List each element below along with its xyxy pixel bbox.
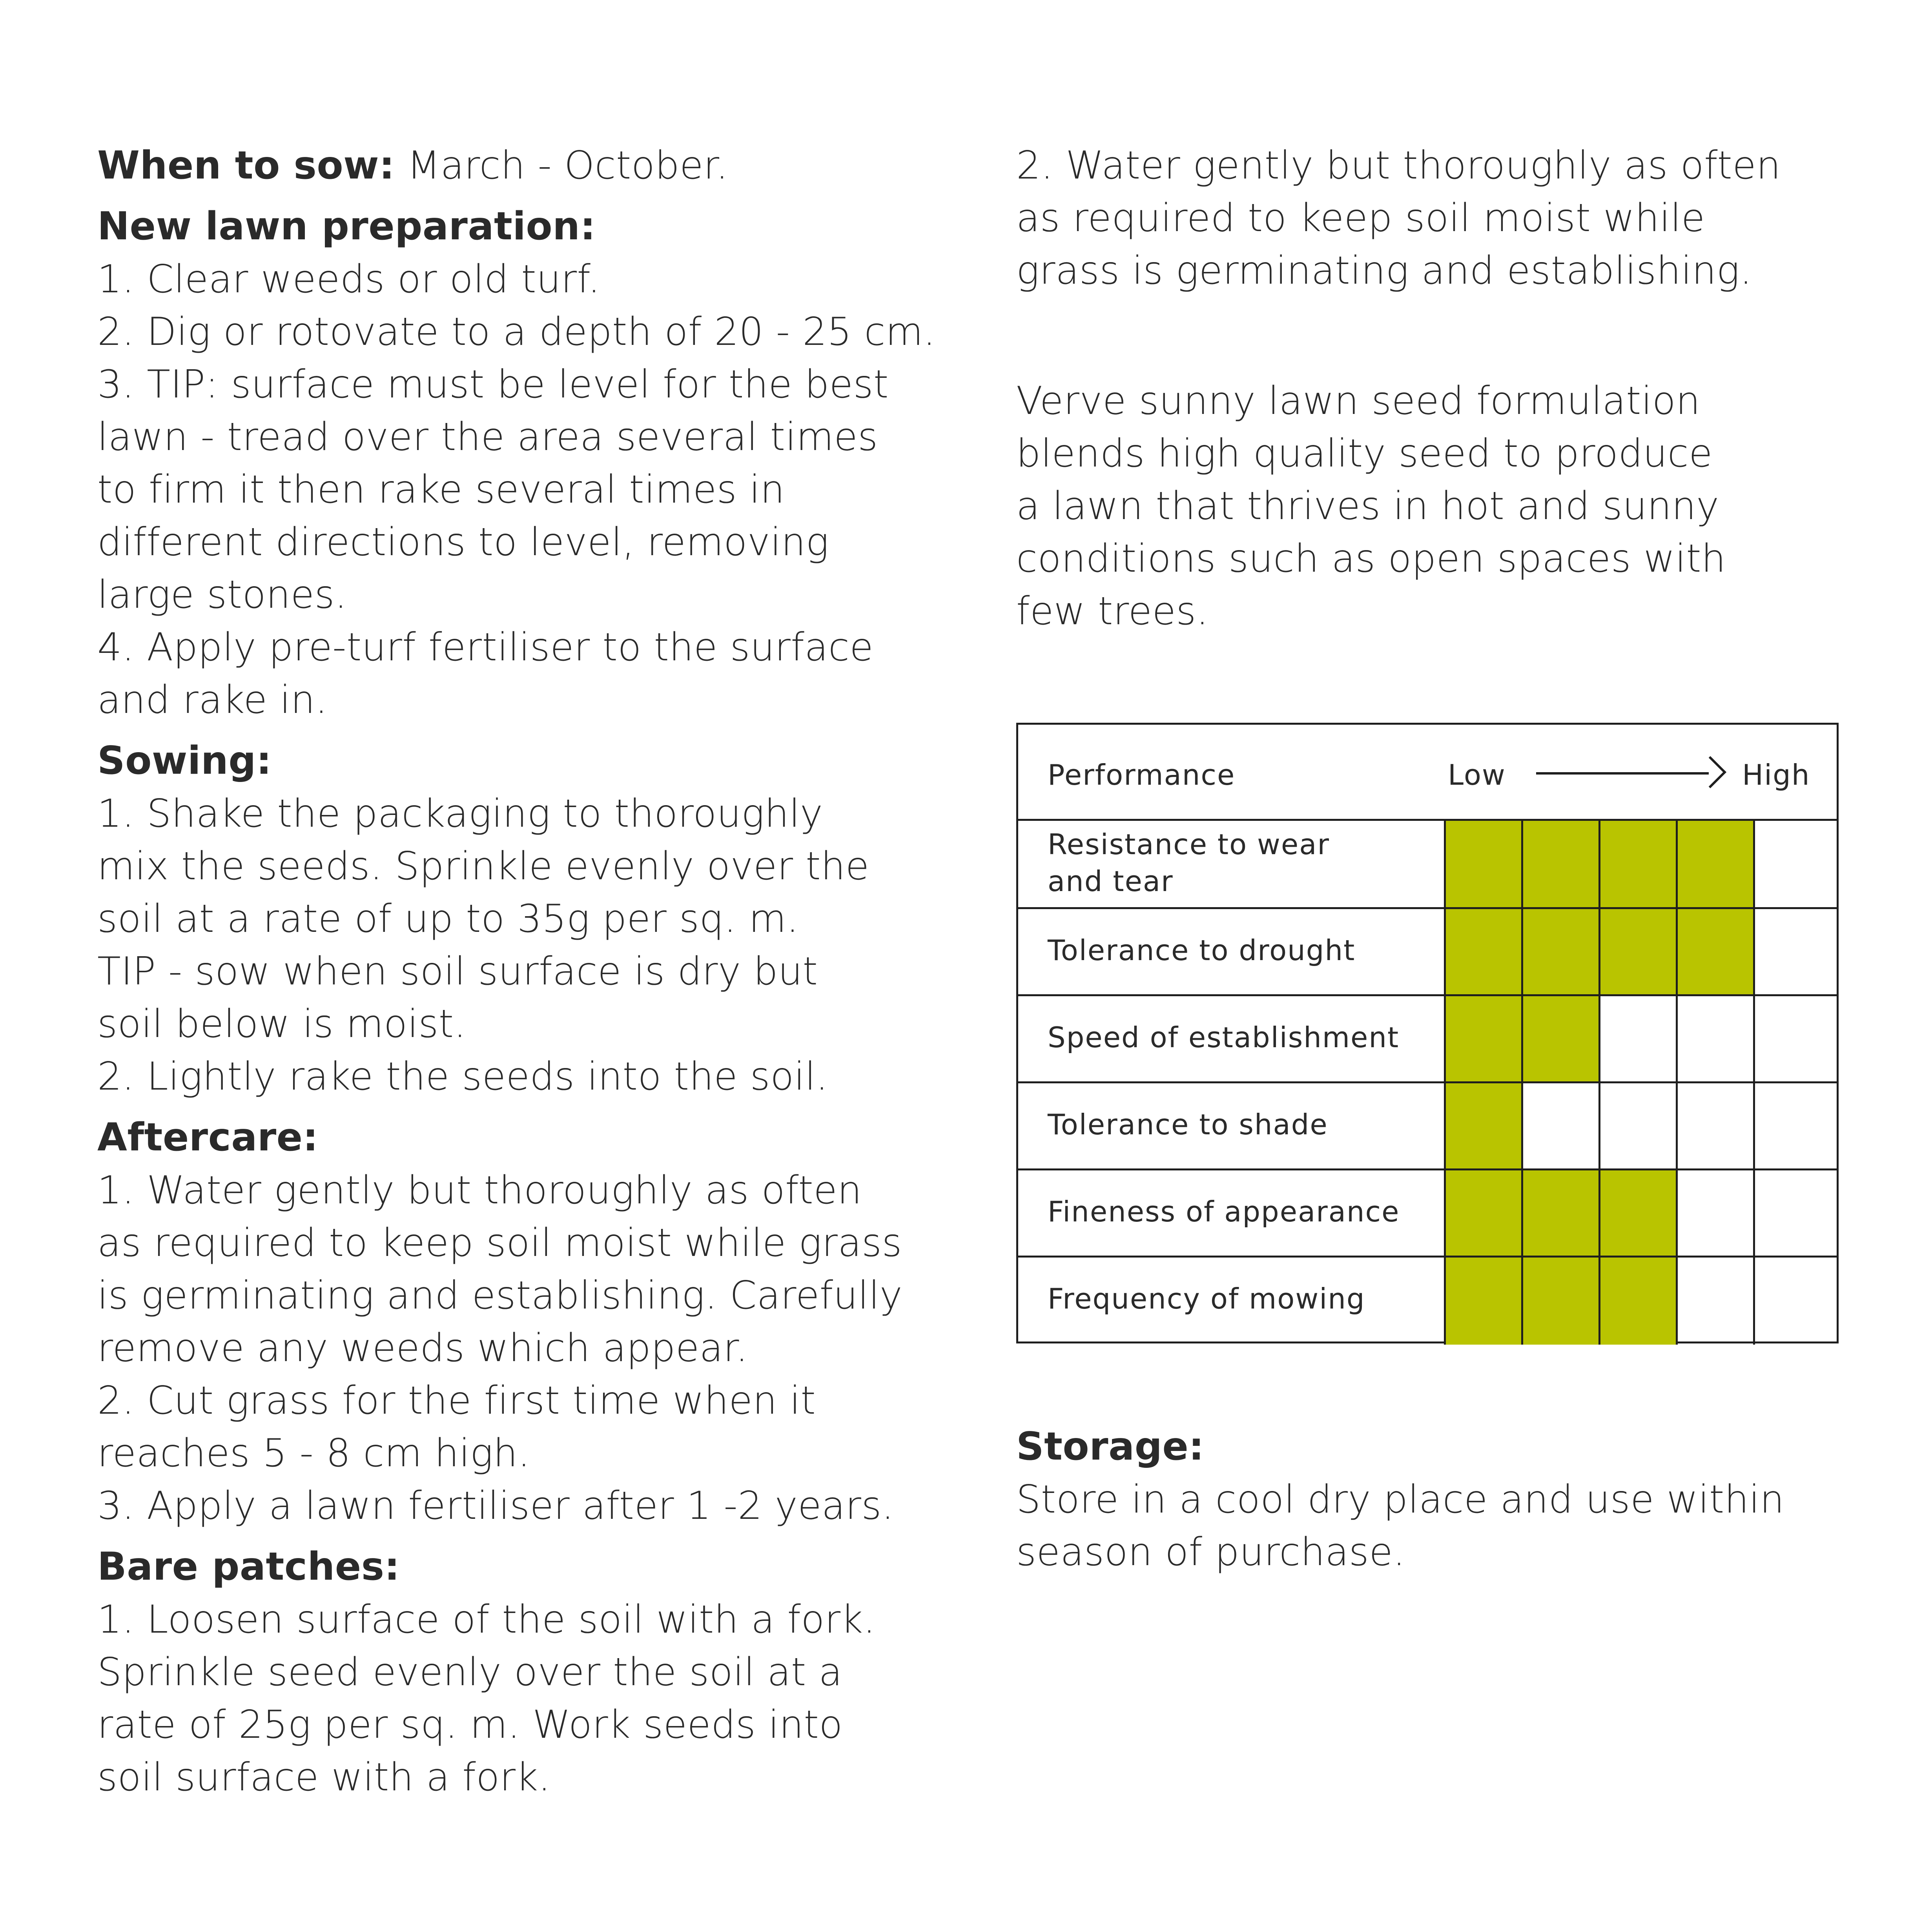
score-cell-empty: [1598, 996, 1676, 1081]
desc-line: blends high quality seed to produce: [1016, 431, 1713, 476]
score-cell-empty: [1598, 1083, 1676, 1168]
score-cell-empty: [1521, 1083, 1598, 1168]
aftercare-line: 1. Water gently but thoroughly as often: [97, 1168, 862, 1213]
score-cell-filled: [1521, 821, 1598, 907]
bare-heading: Bare patches:: [97, 1544, 400, 1589]
score-cell-empty: [1676, 996, 1753, 1081]
scale-high-label: High: [1742, 758, 1810, 791]
sowing-line: soil below is moist.: [97, 1002, 467, 1046]
desc-line: conditions such as open spaces with: [1016, 536, 1726, 581]
when-to-sow-value: March - October.: [394, 143, 729, 188]
score-cell-empty: [1753, 996, 1837, 1081]
aftercare-line: as required to keep soil moist while grass: [97, 1221, 902, 1265]
sowing-line: soil at a rate of up to 35g per sq. m.: [97, 897, 799, 941]
bare-line: rate of 25g per sq. m. Work seeds into: [97, 1702, 843, 1747]
score-cell-filled: [1598, 909, 1676, 994]
performance-row-label: [1048, 1106, 1328, 1143]
score-cell-filled: [1444, 1083, 1521, 1168]
when-to-sow-label: When to sow:: [97, 143, 395, 188]
performance-row-label-line: Tolerance to shade: [1048, 1108, 1328, 1141]
prep-line: lawn - tread over the area several times: [97, 415, 878, 459]
sowing-heading: Sowing:: [97, 738, 272, 783]
score-cell-filled: [1444, 821, 1521, 907]
prep-line: 4. Apply pre-turf fertiliser to the surface: [97, 625, 874, 670]
score-cell-filled: [1444, 1170, 1521, 1256]
performance-header-label: Performance: [1048, 758, 1236, 791]
score-cell-filled: [1444, 909, 1521, 994]
performance-row-label-line: Tolerance to drought: [1048, 934, 1356, 967]
aftercare-line: reaches 5 - 8 cm high.: [97, 1431, 530, 1476]
arrow-head-icon: [1694, 756, 1726, 788]
performance-row: [1018, 909, 1837, 996]
performance-row-label: [1048, 1193, 1400, 1230]
performance-row: [1018, 996, 1837, 1083]
when-to-sow: [97, 139, 728, 192]
performance-row: [1018, 1170, 1837, 1258]
performance-row-label: [1048, 1280, 1365, 1317]
water-line: grass is germinating and establishing.: [1016, 248, 1752, 293]
aftercare-line: 3. Apply a lawn fertiliser after 1 -2 years.: [97, 1484, 894, 1528]
bare-line: Sprinkle seed evenly over the soil at a: [97, 1650, 843, 1695]
sowing-line: 1. Shake the packaging to thoroughly: [97, 791, 823, 836]
score-cell-filled: [1598, 1170, 1676, 1256]
performance-row: [1018, 821, 1837, 909]
prep-line: to firm it then rake several times in: [97, 467, 785, 512]
score-cell-empty: [1753, 909, 1837, 994]
score-cell-filled: [1676, 909, 1753, 994]
score-cell-filled: [1444, 996, 1521, 1081]
sowing-line: mix the seeds. Sprinkle evenly over the: [97, 844, 869, 889]
performance-row: [1018, 1258, 1837, 1345]
performance-row-label: [1048, 932, 1355, 969]
performance-row-label-line: Fineness of appearance: [1048, 1195, 1400, 1228]
sowing-line: 2. Lightly rake the seeds into the soil.: [97, 1054, 828, 1099]
prep-line: 1. Clear weeds or old turf.: [97, 257, 601, 302]
storage-line: Store in a cool dry place and use within: [1016, 1477, 1784, 1522]
score-cell-filled: [1444, 1258, 1521, 1345]
score-cell-filled: [1521, 909, 1598, 994]
desc-line: Verve sunny lawn seed formulation: [1016, 379, 1701, 423]
performance-row-label: [1048, 826, 1330, 900]
prep-line: and rake in.: [97, 678, 328, 722]
prep-line: 2. Dig or rotovate to a depth of 20 - 25 cm.: [97, 310, 936, 354]
bare-line: soil surface with a fork.: [97, 1755, 551, 1800]
storage-heading: Storage:: [1016, 1424, 1205, 1469]
desc-line: a lawn that thrives in hot and sunny: [1016, 484, 1719, 529]
performance-row: [1018, 1083, 1837, 1170]
scale-arrow-icon: [1536, 772, 1709, 775]
score-cell-empty: [1676, 1170, 1753, 1256]
prep-line: different directions to level, removing: [97, 520, 829, 565]
performance-row-label-line: Resistance to wear: [1048, 827, 1330, 861]
score-cell-filled: [1521, 996, 1598, 1081]
storage-line: season of purchase.: [1016, 1530, 1405, 1575]
score-cell-empty: [1676, 1083, 1753, 1168]
aftercare-line: remove any weeds which appear.: [97, 1326, 748, 1371]
score-cell-filled: [1598, 821, 1676, 907]
performance-row-label-line: Frequency of mowing: [1048, 1282, 1365, 1315]
score-cell-empty: [1753, 1258, 1837, 1345]
score-cell-filled: [1598, 1258, 1676, 1345]
score-cell-empty: [1753, 1170, 1837, 1256]
aftercare-line: 2. Cut grass for the first time when it: [97, 1378, 816, 1423]
prep-line: large stones.: [97, 572, 347, 617]
score-cell-filled: [1521, 1258, 1598, 1345]
performance-row-label: [1048, 1019, 1399, 1056]
prep-heading: New lawn preparation:: [97, 204, 596, 249]
performance-row-label-line: Speed of establishment: [1048, 1021, 1400, 1054]
water-line: 2. Water gently but thoroughly as often: [1016, 143, 1781, 188]
score-cell-empty: [1676, 1258, 1753, 1345]
sowing-line: TIP - sow when soil surface is dry but: [97, 949, 818, 994]
bare-line: 1. Loosen surface of the soil with a fork.: [97, 1597, 876, 1642]
aftercare-heading: Aftercare:: [97, 1115, 319, 1160]
scale-low-label: Low: [1448, 758, 1506, 791]
score-cell-empty: [1753, 821, 1837, 907]
score-cell-filled: [1521, 1170, 1598, 1256]
water-line: as required to keep soil moist while: [1016, 196, 1705, 241]
aftercare-line: is germinating and establishing. Carefully: [97, 1273, 903, 1318]
desc-line: few trees.: [1016, 589, 1209, 634]
performance-table: [1016, 723, 1839, 1343]
performance-header-row: [1018, 725, 1837, 821]
score-cell-filled: [1676, 821, 1753, 907]
prep-line: 3. TIP: surface must be level for the best: [97, 362, 889, 407]
score-cell-empty: [1753, 1083, 1837, 1168]
performance-row-label-line: and tear: [1048, 864, 1174, 898]
